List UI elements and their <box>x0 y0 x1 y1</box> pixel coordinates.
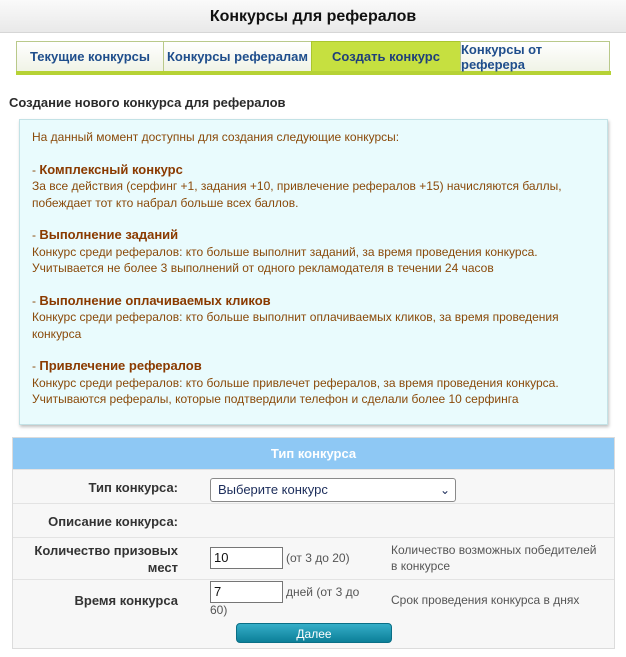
contest-duration-label: Время конкурса <box>74 593 178 608</box>
contest-duration-description: Срок проведения конкурса в днях <box>391 593 580 607</box>
tab-bar <box>16 41 611 75</box>
form-header: Тип конкурса <box>13 438 614 469</box>
info-item-text: Учитывается не более 3 выполнений от одного рекламодателя в течении 24 часов <box>32 261 494 275</box>
next-button[interactable]: Далее <box>236 623 392 643</box>
info-box <box>19 119 608 425</box>
info-item-title: - Привлечение рефералов <box>32 358 202 373</box>
tab-contests-for-referrals[interactable]: Конкурсы рефералам <box>163 41 312 71</box>
contest-duration-hint-cont: 60) <box>210 603 228 617</box>
info-item-text: Конкурс среди рефералов: кто больше выполнит заданий, за время проведения конкурса. <box>32 244 538 259</box>
chevron-down-icon: ⌄ <box>439 483 450 497</box>
tab-contests-from-referrer[interactable]: Конкурсы от реферера <box>460 41 610 71</box>
info-intro: На данный момент доступны для создания следующие конкурсы: <box>32 130 400 144</box>
prize-places-input[interactable]: 10 <box>210 547 283 569</box>
row-prize-places <box>13 537 614 579</box>
contest-duration-hint: дней (от 3 до <box>286 585 360 599</box>
row-contest-description <box>13 503 614 537</box>
row-contest-duration <box>13 579 614 619</box>
tab-current-contests[interactable]: Текущие конкурсы <box>16 41 164 71</box>
info-item-text: конкурса <box>32 326 82 341</box>
contest-duration-input[interactable]: 7 <box>210 581 283 603</box>
section-title: Создание нового конкурса для рефералов <box>9 95 286 110</box>
contest-type-label: Тип конкурса: <box>88 480 178 495</box>
info-item-text: Учитываются рефералы, которые подтвердили телефон и сделали более 10 серфинга <box>32 392 519 406</box>
info-item-text: побеждает тот кто набрал больше всех баллов. <box>32 195 299 210</box>
prize-places-hint: (от 3 до 20) <box>286 551 350 565</box>
contest-type-select[interactable] <box>210 478 456 502</box>
tab-create-contest[interactable]: Создать конкурс <box>311 41 461 71</box>
info-item-text: Конкурс среди рефералов: кто больше привлечет рефералов, за время проведения конкурса. <box>32 375 559 390</box>
info-item-title: - Выполнение заданий <box>32 227 179 242</box>
contest-description-label: Описание конкурса: <box>48 514 178 529</box>
prize-places-label: Количество призовых мест <box>34 543 178 575</box>
info-item-text: Конкурс среди рефералов: кто больше выполнит оплачиваемых кликов, за время проведения <box>32 310 559 324</box>
contest-type-value: Выберите конкурс <box>218 482 328 497</box>
prize-places-description: Количество возможных победителей в конкурсе <box>391 543 597 573</box>
info-item-title: - Комплексный конкурс <box>32 161 183 177</box>
contest-form <box>12 437 615 649</box>
row-contest-type <box>13 469 614 503</box>
page-title: Конкурсы для рефералов <box>0 0 626 33</box>
info-item-text: За все действия (серфинг +1, задания +10, привлечение рефералов +15) начисляются баллы, <box>32 179 562 193</box>
info-item-title: - Выполнение оплачиваемых кликов <box>32 292 271 308</box>
